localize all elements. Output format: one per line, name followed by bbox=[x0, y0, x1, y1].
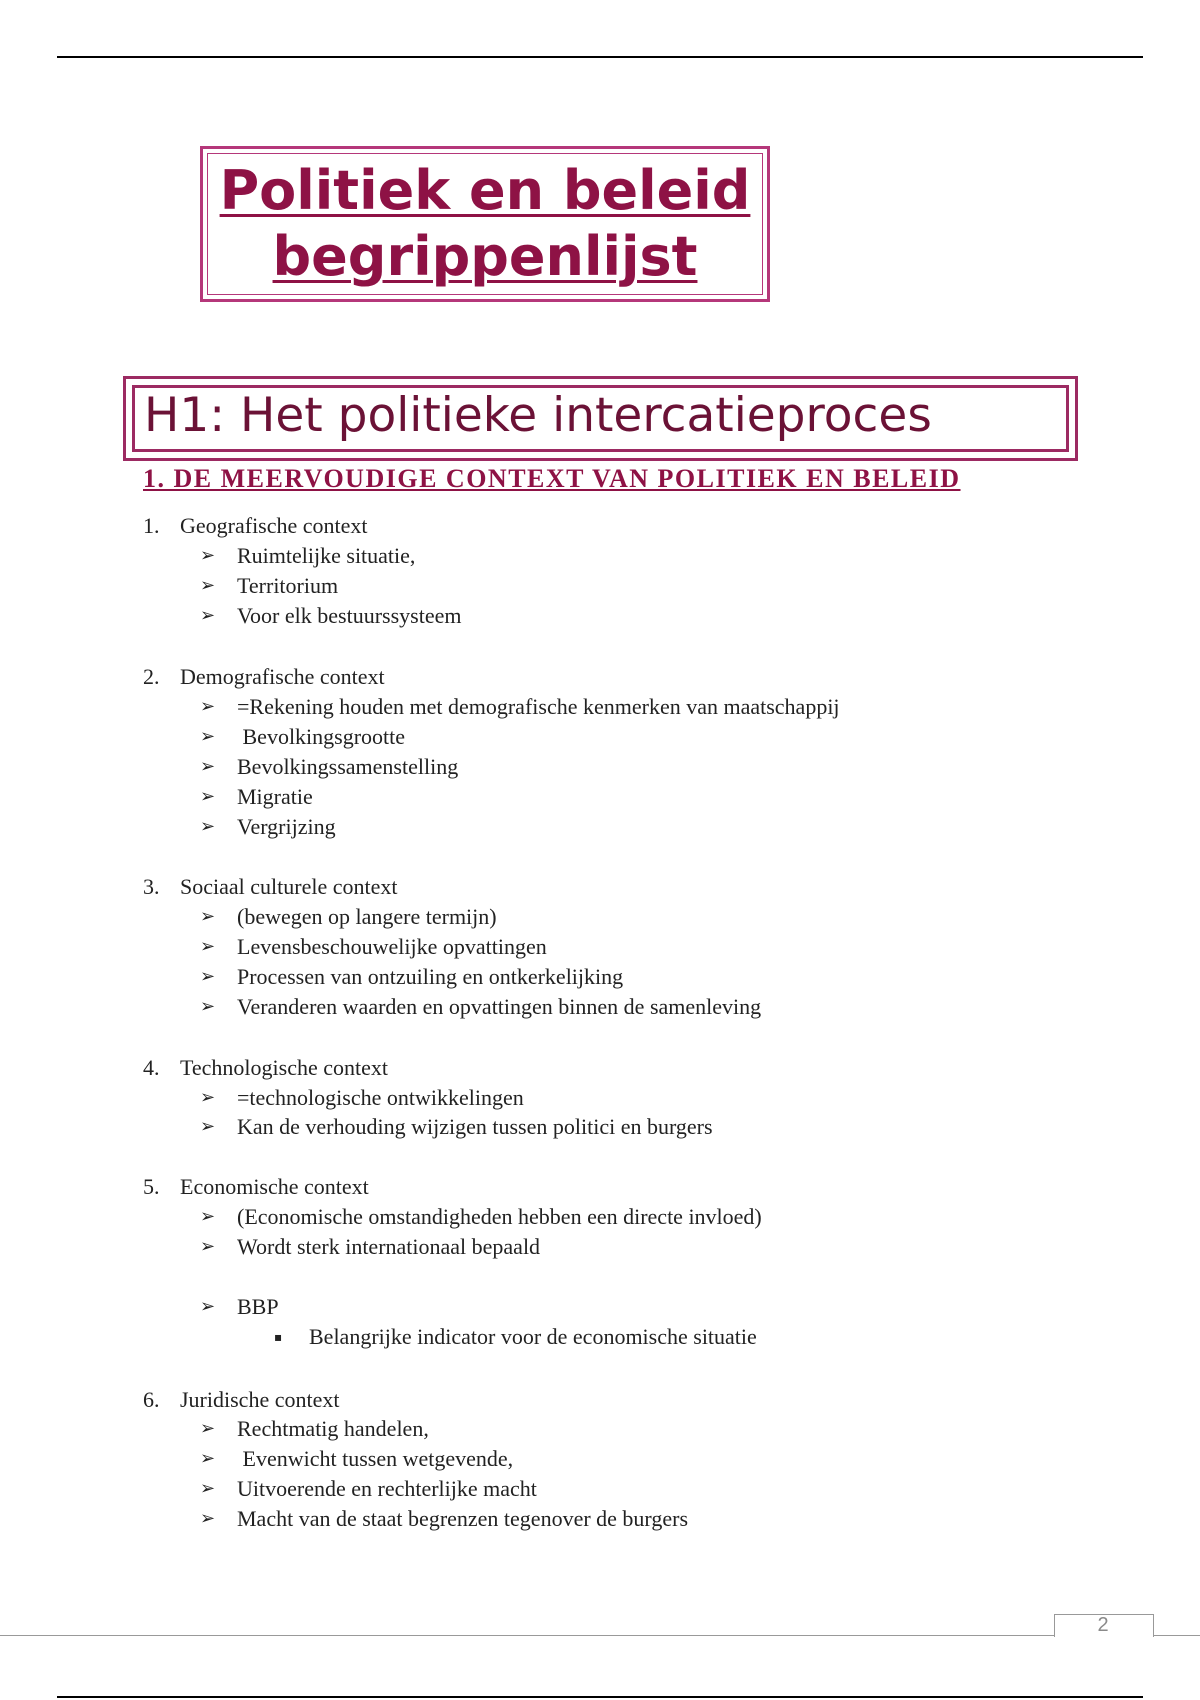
list-item: Veranderen waarden en opvattingen binnen de samenleving bbox=[237, 994, 762, 1019]
arrow-bullet-icon: ➢ bbox=[200, 906, 216, 927]
arrow-bullet-icon: ➢ bbox=[200, 1418, 216, 1439]
context-number: 3. bbox=[143, 874, 160, 899]
context-label: Geografische context bbox=[180, 513, 368, 538]
arrow-bullet-icon: ➢ bbox=[200, 1296, 216, 1317]
list-item: Ruimtelijke situatie, bbox=[237, 543, 416, 568]
arrow-bullet-icon: ➢ bbox=[200, 545, 216, 566]
context-label: Sociaal culturele context bbox=[180, 874, 398, 899]
section-heading: 1. DE MEERVOUDIGE CONTEXT VAN POLITIEK EN BELEID bbox=[143, 464, 961, 493]
list-item: Processen van ontzuiling en ontkerkelijking bbox=[237, 964, 624, 989]
list-item: =Rekening houden met demografische kenmerken van maatschappij bbox=[237, 694, 840, 719]
context-number: 2. bbox=[143, 664, 160, 689]
arrow-bullet-icon: ➢ bbox=[200, 575, 216, 596]
list-item: Uitvoerende en rechterlijke macht bbox=[237, 1476, 537, 1501]
list-item: Migratie bbox=[237, 784, 313, 809]
context-number: 4. bbox=[143, 1055, 160, 1080]
arrow-bullet-icon: ➢ bbox=[200, 1236, 216, 1257]
list-item: Rechtmatig handelen, bbox=[237, 1416, 429, 1441]
arrow-bullet-icon: ➢ bbox=[200, 1448, 216, 1469]
list-item: Territorium bbox=[237, 573, 339, 598]
arrow-bullet-icon: ➢ bbox=[200, 936, 216, 957]
page-bottom-rule bbox=[57, 1696, 1143, 1698]
arrow-bullet-icon: ➢ bbox=[200, 605, 216, 626]
header-rule bbox=[57, 56, 1143, 58]
sub-list-item: Belangrijke indicator voor de economische situatie bbox=[309, 1324, 757, 1349]
context-label: Demografische context bbox=[180, 664, 385, 689]
list-item: Evenwicht tussen wetgevende, bbox=[237, 1446, 514, 1471]
list-item: Levensbeschouwelijke opvattingen bbox=[237, 934, 547, 959]
context-label: Economische context bbox=[180, 1174, 369, 1199]
title-box-inner bbox=[207, 153, 763, 295]
chapter-heading: H1: Het politieke intercatieproces bbox=[144, 388, 932, 443]
document-title-line-1: Politiek en beleid bbox=[219, 159, 751, 222]
square-bullet-icon: ▪ bbox=[274, 1330, 283, 1344]
arrow-bullet-icon: ➢ bbox=[200, 1116, 216, 1137]
list-item: =technologische ontwikkelingen bbox=[237, 1085, 524, 1110]
arrow-bullet-icon: ➢ bbox=[200, 996, 216, 1017]
context-number: 5. bbox=[143, 1174, 160, 1199]
list-item: Wordt sterk internationaal bepaald bbox=[237, 1234, 541, 1259]
list-item: Macht van de staat begrenzen tegenover de burgers bbox=[237, 1506, 689, 1531]
arrow-bullet-icon: ➢ bbox=[200, 1087, 216, 1108]
list-item: (bewegen op langere termijn) bbox=[237, 904, 497, 929]
list-item: Kan de verhouding wijzigen tussen politici en burgers bbox=[237, 1114, 713, 1139]
arrow-bullet-icon: ➢ bbox=[200, 756, 216, 777]
context-number: 1. bbox=[143, 513, 160, 538]
arrow-bullet-icon: ➢ bbox=[200, 726, 216, 747]
arrow-bullet-icon: ➢ bbox=[200, 696, 216, 717]
list-item: Bevolkingsgrootte bbox=[237, 724, 406, 749]
arrow-bullet-icon: ➢ bbox=[200, 1478, 216, 1499]
context-label: Juridische context bbox=[180, 1387, 340, 1412]
list-item: Voor elk bestuurssysteem bbox=[237, 603, 462, 628]
list-item: BBP bbox=[237, 1294, 279, 1319]
page-number: 2 bbox=[1097, 1614, 1109, 1636]
arrow-bullet-icon: ➢ bbox=[200, 816, 216, 837]
arrow-bullet-icon: ➢ bbox=[200, 966, 216, 987]
list-item: Bevolkingssamenstelling bbox=[237, 754, 459, 779]
footer-rule bbox=[0, 1635, 1200, 1636]
arrow-bullet-icon: ➢ bbox=[200, 1206, 216, 1227]
title-box bbox=[200, 146, 770, 302]
list-item: (Economische omstandigheden hebben een directe invloed) bbox=[237, 1204, 762, 1229]
list-item: Vergrijzing bbox=[237, 814, 336, 839]
document-title-line-2: begrippenlijst bbox=[272, 225, 698, 288]
context-label: Technologische context bbox=[180, 1055, 389, 1080]
arrow-bullet-icon: ➢ bbox=[200, 786, 216, 807]
arrow-bullet-icon: ➢ bbox=[200, 1508, 216, 1529]
context-number: 6. bbox=[143, 1387, 160, 1412]
